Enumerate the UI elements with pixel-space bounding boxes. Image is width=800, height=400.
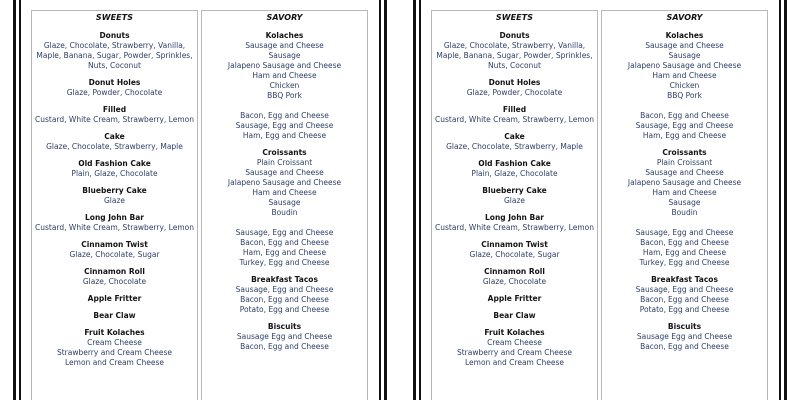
menu-item-title: Donut Holes (488, 78, 541, 87)
menu-item-variant: Glaze (103, 196, 126, 205)
menu-item (202, 148, 367, 268)
menu-item-variant: Sausage and Cheese (245, 41, 324, 50)
menu-item-variant: Cream Cheese (87, 338, 142, 347)
menu-item-variant: Custard, White Cream, Strawberry, Lemon (435, 115, 594, 124)
menu-item-variant: Glaze, Chocolate, Sugar (69, 250, 160, 259)
center-left-border-outer (384, 0, 387, 400)
menu-item (32, 311, 197, 321)
center-right-border-outer (413, 0, 416, 400)
menu-item-variant: Glaze, Chocolate (482, 277, 547, 286)
menu-item (32, 132, 197, 152)
menu-item-variant: Sausage, Egg and Cheese (635, 121, 734, 130)
menu-item (602, 275, 767, 315)
menu-item-variant: Glaze, Chocolate, Strawberry, Maple (446, 142, 583, 151)
menu-item-variant: Sausage Egg and Cheese (636, 332, 733, 341)
menu-item-title: Apple Fritter (487, 294, 542, 303)
menu-item-title: Croissants (662, 148, 707, 157)
right-border-outer (784, 0, 787, 400)
menu-item-variant: Sausage, Egg and Cheese (235, 121, 334, 130)
center-left-border-inner (379, 0, 381, 400)
sweets-heading: SWEETS (95, 13, 134, 22)
menu-item-title: Filled (502, 105, 527, 114)
menu-item (32, 328, 197, 368)
menu-item-variant: Glaze, Chocolate, Strawberry, Vanilla, (443, 41, 586, 50)
sweets-box-panel-2 (431, 10, 598, 400)
menu-item-variant: Sausage (668, 51, 701, 60)
menu-item (32, 78, 197, 98)
menu-item (32, 213, 197, 233)
menu-item-variant: Sausage, Egg and Cheese (635, 285, 734, 294)
menu-item-variant: Ham, Egg and Cheese (242, 131, 327, 140)
menu-item-variant: Strawberry and Cream Cheese (456, 348, 573, 357)
menu-item (432, 240, 597, 260)
savory-box-panel-1 (201, 10, 368, 400)
menu-item-variant: Bacon, Egg and Cheese (240, 238, 329, 247)
menu-item-variant: Ham and Cheese (652, 71, 717, 80)
spacer (202, 218, 367, 228)
menu-item-title: Cake (504, 132, 525, 141)
menu-item (32, 105, 197, 125)
menu-item-variant: Sausage (268, 51, 301, 60)
menu-item (432, 132, 597, 152)
menu-item-variant: Jalapeno Sausage and Cheese (627, 178, 742, 187)
menu-item-variant: Jalapeno Sausage and Cheese (627, 61, 742, 70)
menu-item-title: Breakfast Tacos (651, 275, 718, 284)
savory-box-panel-2 (601, 10, 768, 400)
menu-item-variant: Glaze, Chocolate, Strawberry, Vanilla, (43, 41, 186, 50)
menu-item-variant: Nuts, Coconut (88, 61, 141, 70)
menu-item-variant: Bacon, Egg and Cheese (240, 295, 329, 304)
menu-item-variant: Plain, Glaze, Chocolate (471, 169, 558, 178)
menu-item-variant: Ham, Egg and Cheese (642, 248, 727, 257)
spacer (602, 218, 767, 228)
sweets-list (32, 31, 197, 368)
menu-item-variant: Chicken (269, 81, 300, 90)
menu-item-variant: Lemon and Cream Cheese (465, 358, 564, 367)
menu-item (32, 240, 197, 260)
menu-item-variant: Bacon, Egg and Cheese (640, 295, 729, 304)
menu-item-variant: Ham, Egg and Cheese (642, 131, 727, 140)
menu-item-variant: Bacon, Egg and Cheese (240, 342, 329, 351)
menu-item-variant: BBQ Pork (267, 91, 302, 100)
menu-item-variant: Custard, White Cream, Strawberry, Lemon (35, 223, 194, 232)
menu-item-variant: Lemon and Cream Cheese (65, 358, 164, 367)
right-border-inner (779, 0, 781, 400)
menu-item-title: Cinnamon Twist (481, 240, 548, 249)
menu-item-variant: Maple, Banana, Sugar, Powder, Sprinkles, (36, 51, 193, 60)
menu-item-variant: Ham, Egg and Cheese (242, 248, 327, 257)
menu-item-title: Biscuits (267, 322, 302, 331)
menu-item-variant: Turkey, Egg and Cheese (639, 258, 730, 267)
menu-item-title: Kolaches (265, 31, 304, 40)
spacer (202, 101, 367, 111)
menu-item-title: Cinnamon Twist (81, 240, 148, 249)
menu-item-variant: Jalapeno Sausage and Cheese (227, 178, 342, 187)
menu-item-variant: Ham and Cheese (252, 188, 317, 197)
menu-item-variant: Sausage and Cheese (245, 168, 324, 177)
center-right-border-inner (419, 0, 421, 400)
menu-item (32, 186, 197, 206)
menu-item-variant: Strawberry and Cream Cheese (56, 348, 173, 357)
menu-item (32, 31, 197, 71)
menu-item (432, 105, 597, 125)
menu-item-title: Cake (104, 132, 125, 141)
menu-item-variant: Plain Croissant (656, 158, 713, 167)
menu-item-variant: Sausage and Cheese (645, 168, 724, 177)
menu-item-variant: Ham and Cheese (652, 188, 717, 197)
menu-item-variant: Chicken (669, 81, 700, 90)
menu-item (32, 267, 197, 287)
menu-item (602, 148, 767, 268)
menu-item-variant: Glaze, Chocolate (82, 277, 147, 286)
menu-item-variant: Boudin (671, 208, 698, 217)
menu-item-variant: Ham and Cheese (252, 71, 317, 80)
menu-item-title: Blueberry Cake (82, 186, 147, 195)
menu-item (432, 213, 597, 233)
menu-item (602, 31, 767, 141)
menu-item-variant: Nuts, Coconut (488, 61, 541, 70)
menu-item-title: Long John Bar (85, 213, 144, 222)
menu-item-variant: Sausage and Cheese (645, 41, 724, 50)
sweets-heading: SWEETS (495, 13, 534, 22)
menu-item-variant: Glaze (503, 196, 526, 205)
menu-item-variant: Jalapeno Sausage and Cheese (227, 61, 342, 70)
menu-item-title: Blueberry Cake (482, 186, 547, 195)
menu-item-variant: Sausage (668, 198, 701, 207)
menu-item (32, 294, 197, 304)
savory-list (202, 31, 367, 352)
menu-item-title: Croissants (262, 148, 307, 157)
menu-item-title: Filled (102, 105, 127, 114)
menu-item-variant: Sausage, Egg and Cheese (235, 285, 334, 294)
menu-item-title: Biscuits (667, 322, 702, 331)
menu-item (432, 311, 597, 321)
menu-item-variant: BBQ Pork (667, 91, 702, 100)
savory-heading: SAVORY (266, 13, 303, 22)
menu-item-title: Kolaches (665, 31, 704, 40)
menu-item-title: Long John Bar (485, 213, 544, 222)
menu-item-variant: Turkey, Egg and Cheese (239, 258, 330, 267)
menu-item-variant: Sausage (268, 198, 301, 207)
menu-item-variant: Bacon, Egg and Cheese (640, 111, 729, 120)
menu-item-variant: Bacon, Egg and Cheese (240, 111, 329, 120)
menu-item (32, 159, 197, 179)
menu-item-variant: Potato, Egg and Cheese (239, 305, 330, 314)
menu-item-title: Fruit Kolaches (484, 328, 545, 337)
menu-item (432, 267, 597, 287)
menu-item-variant: Bacon, Egg and Cheese (640, 238, 729, 247)
menu-item (202, 275, 367, 315)
menu-item-variant: Glaze, Chocolate, Sugar (469, 250, 560, 259)
menu-item-variant: Plain, Glaze, Chocolate (71, 169, 158, 178)
menu-item-title: Old Fashion Cake (478, 159, 551, 168)
menu-item-variant: Potato, Egg and Cheese (639, 305, 730, 314)
menu-item-variant: Cream Cheese (487, 338, 542, 347)
left-border-inner (19, 0, 21, 400)
menu-item (202, 31, 367, 141)
menu-item (432, 294, 597, 304)
menu-item-variant: Sausage, Egg and Cheese (635, 228, 734, 237)
menu-item-variant: Sausage Egg and Cheese (236, 332, 333, 341)
menu-item-title: Donuts (99, 31, 130, 40)
menu-item-title: Apple Fritter (87, 294, 142, 303)
left-border-outer (13, 0, 16, 400)
menu-item-title: Bear Claw (93, 311, 136, 320)
menu-item (202, 322, 367, 352)
menu-item-variant: Custard, White Cream, Strawberry, Lemon (435, 223, 594, 232)
menu-item-title: Donut Holes (88, 78, 141, 87)
menu-item-variant: Glaze, Powder, Chocolate (66, 88, 163, 97)
savory-heading: SAVORY (666, 13, 703, 22)
menu-item-variant: Plain Croissant (256, 158, 313, 167)
menu-item-title: Old Fashion Cake (78, 159, 151, 168)
menu-item-title: Breakfast Tacos (251, 275, 318, 284)
menu-item-variant: Maple, Banana, Sugar, Powder, Sprinkles, (436, 51, 593, 60)
menu-item-variant: Sausage, Egg and Cheese (235, 228, 334, 237)
menu-item (432, 159, 597, 179)
menu-item (602, 322, 767, 352)
menu-item-title: Fruit Kolaches (84, 328, 145, 337)
sweets-box-panel-1 (31, 10, 198, 400)
menu-item (432, 186, 597, 206)
menu-item-variant: Glaze, Powder, Chocolate (466, 88, 563, 97)
menu-item-variant: Glaze, Chocolate, Strawberry, Maple (46, 142, 183, 151)
menu-item (432, 328, 597, 368)
sweets-list (432, 31, 597, 368)
spacer (602, 101, 767, 111)
menu-item-variant: Bacon, Egg and Cheese (640, 342, 729, 351)
menu-item (432, 78, 597, 98)
menu-item (432, 31, 597, 71)
menu-item-variant: Boudin (271, 208, 298, 217)
menu-item-title: Donuts (499, 31, 530, 40)
savory-list (602, 31, 767, 352)
menu-item-title: Bear Claw (493, 311, 536, 320)
menu-item-variant: Custard, White Cream, Strawberry, Lemon (35, 115, 194, 124)
menu-item-title: Cinnamon Roll (84, 267, 145, 276)
menu-item-title: Cinnamon Roll (484, 267, 545, 276)
